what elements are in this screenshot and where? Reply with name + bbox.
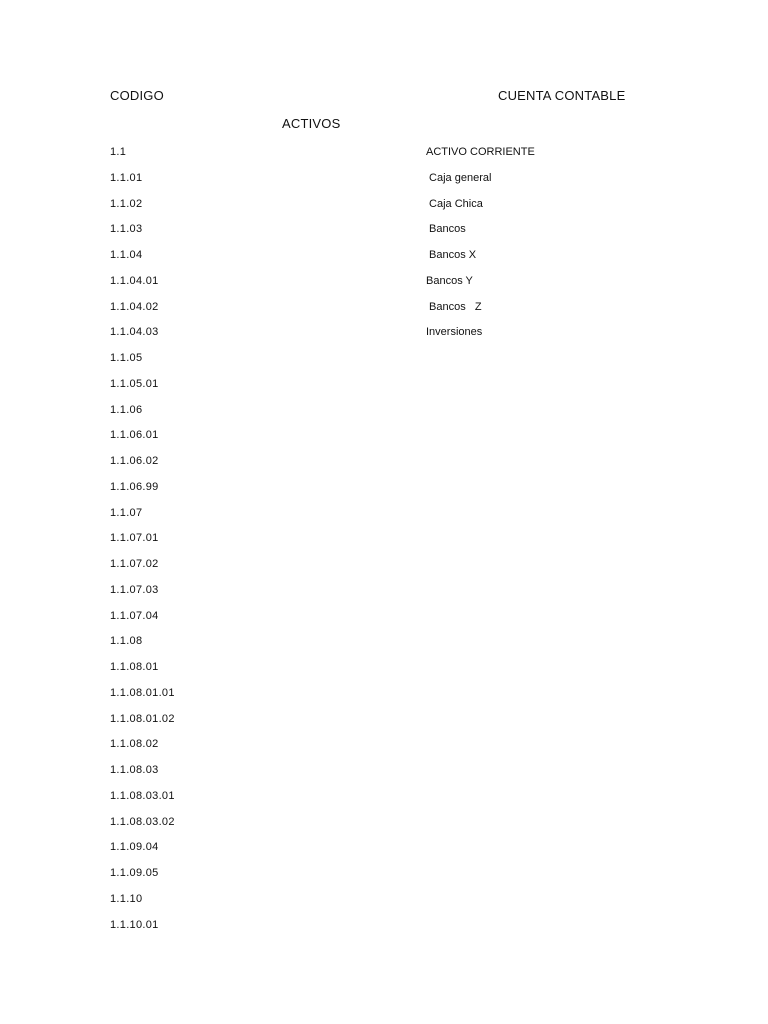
account-name: Bancos — [426, 223, 466, 236]
account-code: 1.1.08.03.01 — [110, 789, 175, 802]
account-name: Bancos Y — [426, 274, 473, 287]
account-code: 1.1.02 — [110, 197, 143, 210]
account-code: 1.1.07 — [110, 506, 143, 519]
section-title-activos: ACTIVOS — [282, 116, 341, 131]
account-code: 1.1.08.01.01 — [110, 686, 175, 699]
account-code: 1.1.09.05 — [110, 867, 159, 879]
account-code: 1.1.08.03.02 — [110, 815, 175, 828]
account-name: Bancos Z — [426, 300, 482, 313]
account-code: 1.1.06.99 — [110, 480, 159, 493]
account-code: 1.1.05 — [110, 352, 143, 364]
account-code: 1.1.01 — [110, 171, 143, 184]
account-code: 1.1.08.01 — [110, 661, 159, 673]
account-name: Caja general — [426, 171, 492, 184]
account-code: 1.1.07.01 — [110, 532, 159, 545]
account-code: 1.1.03 — [110, 223, 143, 236]
codes-list — [110, 144, 175, 942]
account-code: 1.1.08.02 — [110, 738, 159, 751]
accounts-list — [426, 144, 535, 350]
account-name: Inversiones — [426, 326, 483, 339]
account-code: 1.1.08 — [110, 635, 143, 648]
account-code: 1.1.07.02 — [110, 558, 159, 570]
account-code: 1.1.08.01.02 — [110, 712, 175, 725]
header-cuenta-contable: CUENTA CONTABLE — [498, 88, 626, 103]
account-code: 1.1.07.03 — [110, 583, 159, 596]
account-code: 1.1.04 — [110, 249, 143, 261]
account-name: Caja Chica — [426, 197, 483, 210]
account-code: 1.1.06 — [110, 403, 143, 416]
account-code: 1.1.06.02 — [110, 455, 159, 467]
account-code: 1.1.07.04 — [110, 609, 159, 622]
account-code: 1.1.04.02 — [110, 300, 159, 313]
account-code: 1.1.10 — [110, 892, 143, 905]
account-code: 1.1.08.03 — [110, 764, 159, 776]
header-codigo: CODIGO — [110, 88, 164, 103]
account-code: 1.1 — [110, 146, 127, 158]
account-name: ACTIVO CORRIENTE — [426, 146, 535, 158]
account-code: 1.1.09.04 — [110, 841, 159, 854]
account-code: 1.1.05.01 — [110, 377, 159, 390]
account-code: 1.1.04.01 — [110, 274, 159, 287]
account-code: 1.1.04.03 — [110, 326, 159, 339]
account-name: Bancos X — [426, 249, 477, 261]
account-code: 1.1.10.01 — [110, 918, 159, 931]
account-code: 1.1.06.01 — [110, 429, 159, 442]
